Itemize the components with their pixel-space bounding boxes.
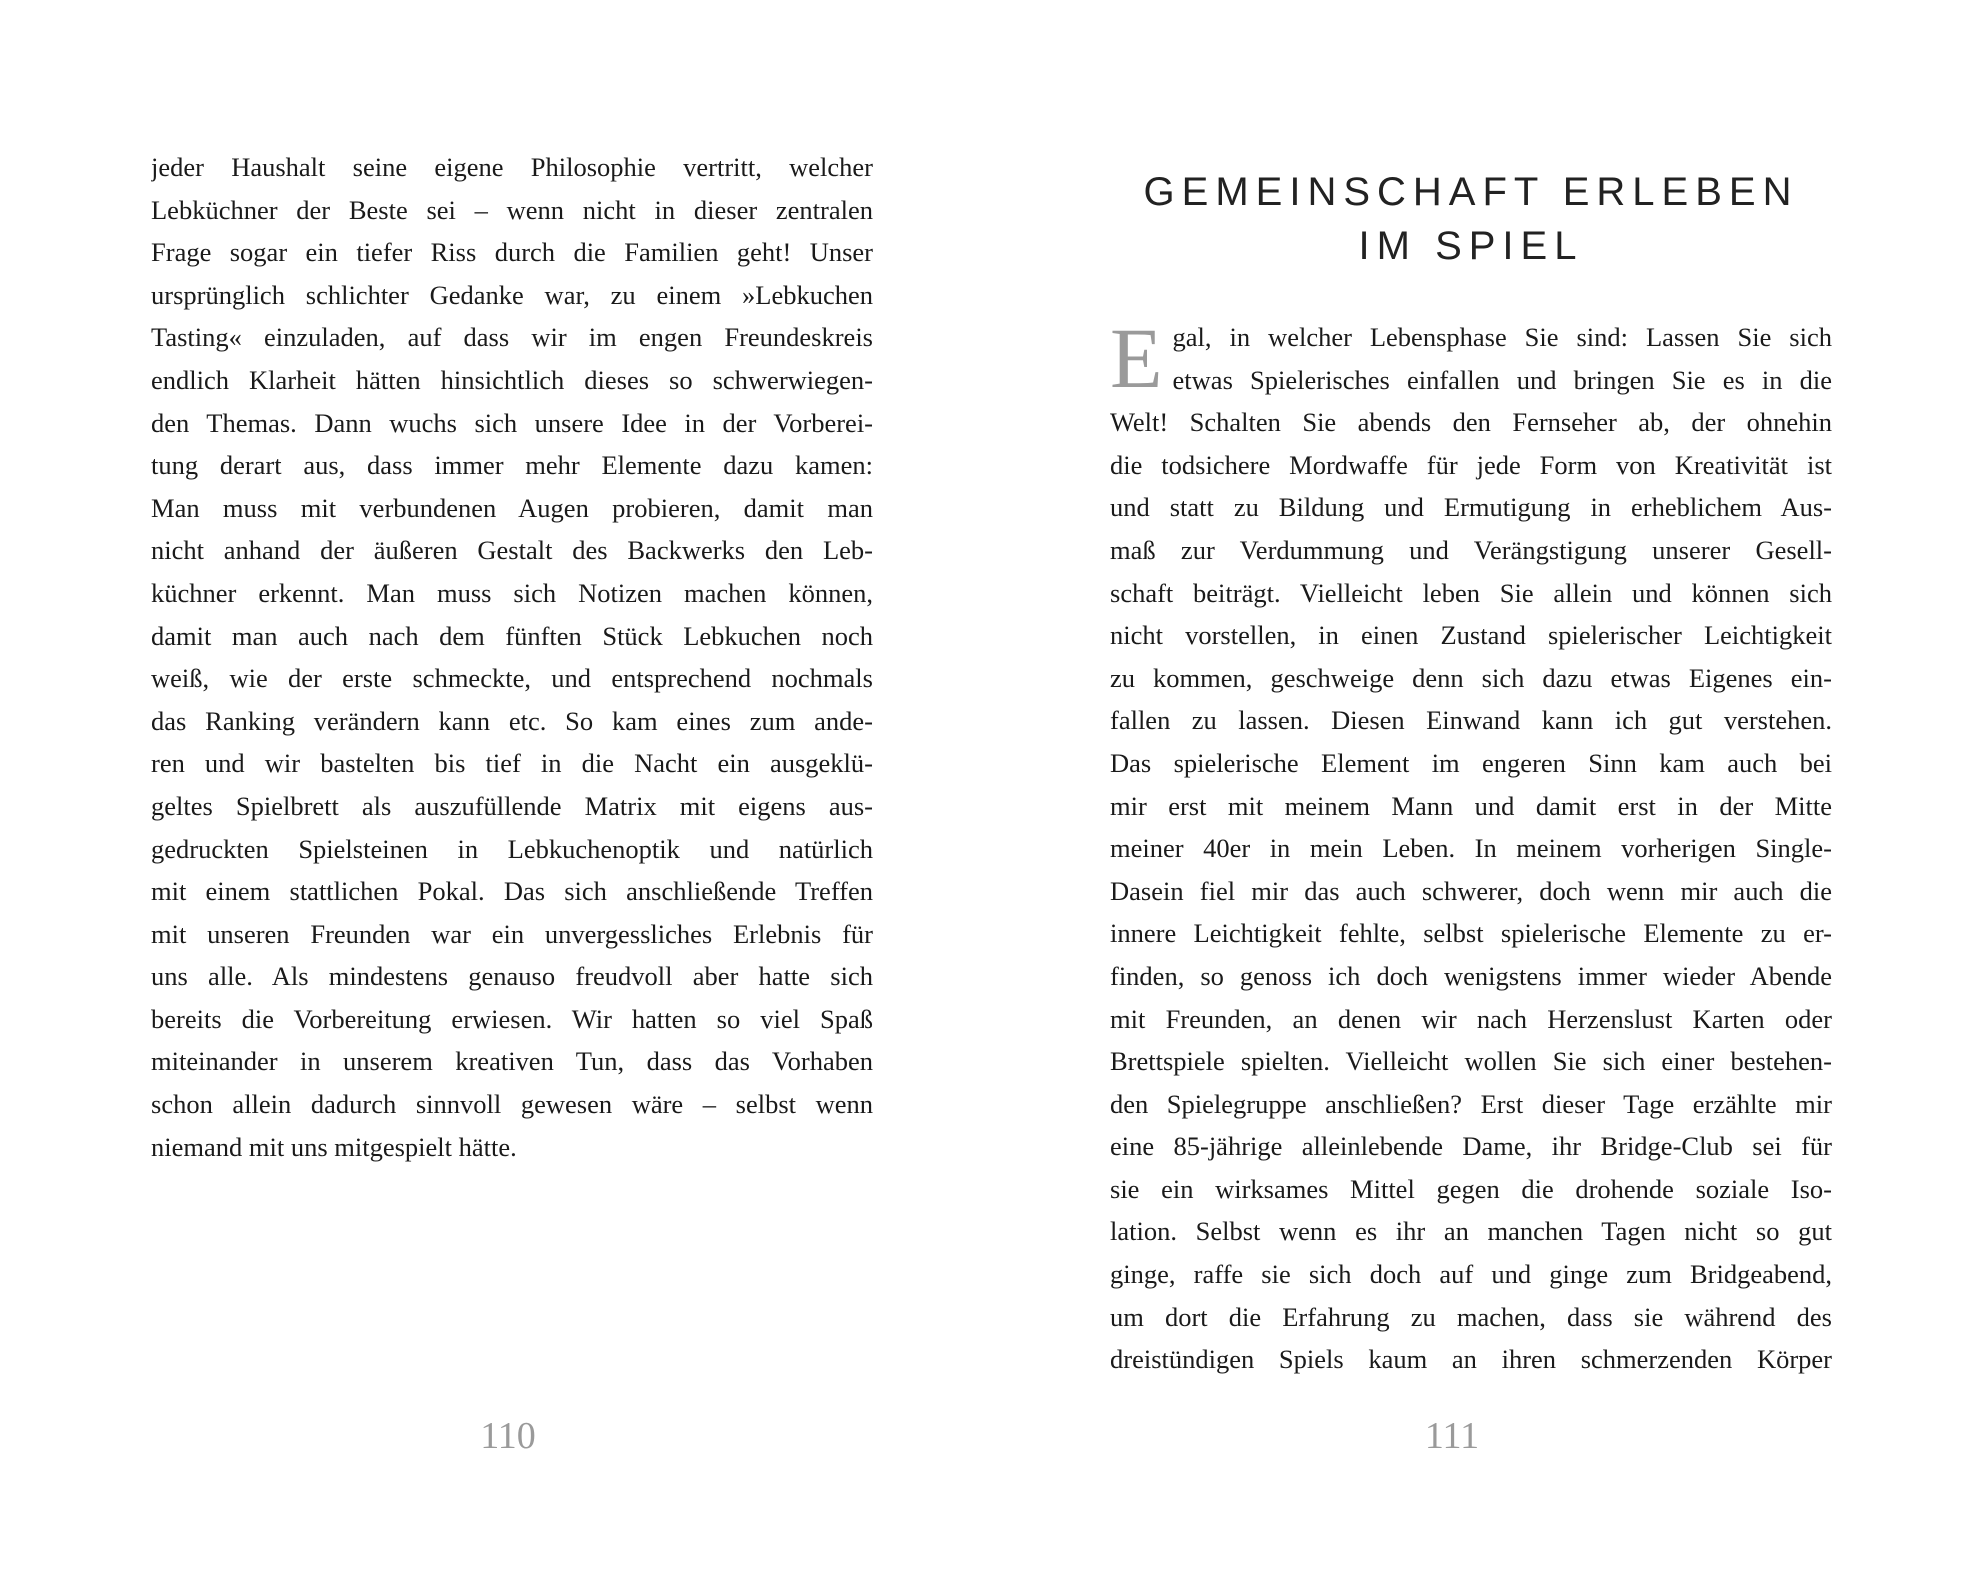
text-line: maß zur Verdummung und Verängstigung unserer Gesell-: [1110, 534, 1832, 565]
text-line: etwas Spielerisches einfallen und bringen Sie es in die: [1172, 364, 1832, 395]
text-line: damit man auch nach dem fünften Stück Lebkuchen noch: [151, 620, 873, 651]
text-line: schon allein dadurch sinnvoll gewesen wäre – selbst wenn: [151, 1089, 873, 1120]
text-line: das Ranking verändern kann etc. So kam eines zum ande-: [151, 705, 873, 736]
text-line: geltes Spielbrett als auszufüllende Matrix mit eigens aus-: [151, 790, 873, 821]
text-line: mit Freunden, an denen wir nach Herzenslust Karten oder: [1110, 1003, 1832, 1034]
text-line: mit unseren Freunden war ein unvergessliches Erlebnis für: [151, 918, 873, 949]
text-line: schaft beiträgt. Vielleicht leben Sie allein und können sich: [1110, 577, 1832, 608]
page-number-left: 110: [480, 1415, 536, 1457]
right-page-body-text: [1110, 310, 1832, 1381]
text-line: fallen zu lassen. Diesen Einwand kann ich gut verstehen.: [1110, 705, 1832, 736]
text-line: Brettspiele spielten. Vielleicht wollen Sie sich einer bestehen-: [1110, 1046, 1832, 1077]
text-line: eine 85-jährige alleinlebende Dame, ihr Bridge-Club sei für: [1110, 1131, 1832, 1162]
text-line: Welt! Schalten Sie abends den Fernseher ab, der ohnehin: [1110, 407, 1832, 438]
chapter-title-line-2: IM SPIEL: [1358, 223, 1584, 268]
chapter-title-line-1: GEMEINSCHAFT ERLEBEN: [1143, 169, 1799, 214]
text-line: weiß, wie der erste schmeckte, und entsprechend nochmals: [151, 663, 873, 694]
drop-cap: E: [1110, 310, 1163, 406]
text-line: sie ein wirksames Mittel gegen die drohende soziale Iso-: [1110, 1173, 1832, 1204]
text-line: Lebküchner der Beste sei – wenn nicht in dieser zentralen: [151, 194, 873, 225]
text-line: um dort die Erfahrung zu machen, dass sie während des: [1110, 1301, 1832, 1332]
text-line: mit einem stattlichen Pokal. Das sich anschließende Treffen: [151, 876, 873, 907]
text-line: lation. Selbst wenn es ihr an manchen Tagen nicht so gut: [1110, 1216, 1832, 1247]
text-line: finden, so genoss ich doch wenigstens immer wieder Abende: [1110, 960, 1832, 991]
left-page-body-text: [151, 146, 873, 1168]
text-line: miteinander in unserem kreativen Tun, dass das Vorhaben: [151, 1046, 873, 1077]
text-line: den Themas. Dann wuchs sich unsere Idee in der Vorberei-: [151, 407, 873, 438]
text-line: küchner erkennt. Man muss sich Notizen machen können,: [151, 577, 873, 608]
text-line: mir erst mit meinem Mann und damit erst in der Mitte: [1110, 790, 1832, 821]
text-line: Das spielerische Element im engeren Sinn kam auch bei: [1110, 747, 1832, 778]
text-line: und statt zu Bildung und Ermutigung in erheblichem Aus-: [1110, 492, 1832, 523]
text-line: nicht vorstellen, in einen Zustand spielerischer Leichtigkeit: [1110, 620, 1832, 651]
text-line: den Spielegruppe anschließen? Erst dieser Tage erzählte mir: [1110, 1088, 1832, 1119]
text-line: jeder Haushalt seine eigene Philosophie vertritt, welcher: [151, 152, 873, 182]
text-line: dreistündigen Spiels kaum an ihren schmerzenden Körper: [1110, 1344, 1832, 1375]
text-line: zu kommen, geschweige denn sich dazu etwas Eigenes ein-: [1110, 662, 1832, 693]
text-line: nicht anhand der äußeren Gestalt des Backwerks den Leb-: [151, 535, 873, 566]
text-line: uns alle. Als mindestens genauso freudvoll aber hatte sich: [151, 961, 873, 992]
chapter-title: [1110, 165, 1832, 273]
text-line: ginge, raffe sie sich doch auf und ginge zum Bridgeabend,: [1110, 1259, 1832, 1290]
right-page: [984, 0, 1969, 1575]
text-line: ren und wir bastelten bis tief in die Nacht ein ausgeklü-: [151, 748, 873, 779]
text-line: tung derart aus, dass immer mehr Elemente dazu kamen:: [151, 450, 873, 481]
text-line: gal, in welcher Lebensphase Sie sind: Lassen Sie sich: [1172, 322, 1832, 352]
page-number-right: 111: [1424, 1415, 1480, 1457]
text-line: Dasein fiel mir das auch schwerer, doch wenn mir auch die: [1110, 875, 1832, 906]
text-line: gedruckten Spielsteinen in Lebkuchenoptik und natürlich: [151, 833, 873, 864]
left-page: [0, 0, 984, 1575]
text-line: endlich Klarheit hätten hinsichtlich dieses so schwerwiegen-: [151, 364, 873, 395]
text-line: Frage sogar ein tiefer Riss durch die Familien geht! Unser: [151, 237, 873, 268]
text-line: ursprünglich schlichter Gedanke war, zu einem »Lebkuchen: [151, 279, 873, 310]
text-line: bereits die Vorbereitung erwiesen. Wir hatten so viel Spaß: [151, 1003, 873, 1034]
text-line: Tasting« einzuladen, auf dass wir im engen Freundeskreis: [151, 322, 873, 353]
text-line: innere Leichtigkeit fehlte, selbst spielerische Elemente zu er-: [1110, 918, 1832, 949]
text-line: niemand mit uns mitgespielt hätte.: [151, 1131, 517, 1162]
text-line: Man muss mit verbundenen Augen probieren, damit man: [151, 492, 873, 523]
text-line: die todsichere Mordwaffe für jede Form von Kreativität ist: [1110, 449, 1832, 480]
text-line: meiner 40er in mein Leben. In meinem vorherigen Single-: [1110, 833, 1832, 864]
